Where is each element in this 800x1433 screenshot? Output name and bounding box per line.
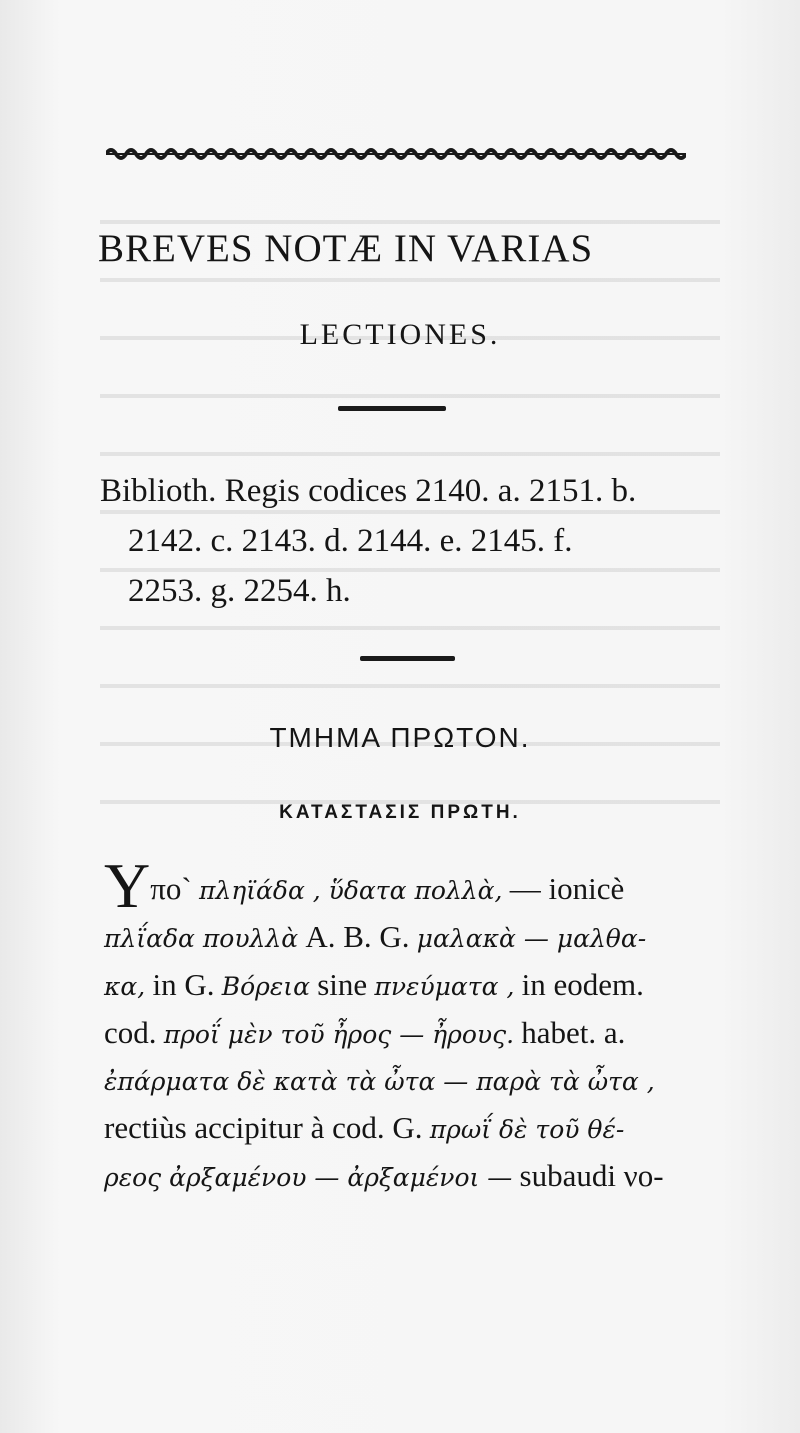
section-title: ΤΜΗΜΑ ΠΡΩΤΟΝ. [269,722,531,753]
text-line: πλΐαδα πουλλὰ A. B. G. μαλακὰ — μαλθα- [104,919,647,954]
bibliography-line: 2142. c. 2143. d. 2144. e. 2145. f. [128,523,573,559]
divider-rule [360,656,455,661]
bibliography-note [100,466,720,616]
text-line: Υπο` πληϊάδα , ὕδατα πολλὰ, — ionicè [104,850,625,921]
bibliography-line: 2253. g. 2254. h. [128,573,351,609]
decorative-ornament-band [106,146,686,162]
section-subtitle: ΚΑΤΑΣΤΑΣΙΣ ΠΡΩΤΗ. [279,802,521,823]
drop-capital: Υ [104,850,151,921]
text-line: cod. προΐ μὲν τοῦ ἦρος — ἦρους. habet. a. [104,1015,626,1050]
divider-rule [338,406,446,411]
page-subtitle: LECTIONES. [299,318,501,351]
text-line: ἐπάρματα δὲ κατὰ τὰ ὦτα — παρὰ τὰ ὦτα , [104,1067,655,1096]
body-text [104,850,714,1201]
bibliography-line: Biblioth. Regis codices 2140. a. 2151. b. [100,473,637,509]
text-line: ρεος ἀρξαμένου — ἀρξαμένοι — subaudi νο- [104,1158,664,1193]
text-line: rectiùs accipitur à cod. G. πρωΐ δὲ τοῦ θέ- [104,1110,625,1145]
text-line: κα, in G. Βόρεια sine πνεύματα , in eodem. [104,967,644,1002]
page-title: BREVES NOTÆ IN VARIAS [98,227,594,270]
